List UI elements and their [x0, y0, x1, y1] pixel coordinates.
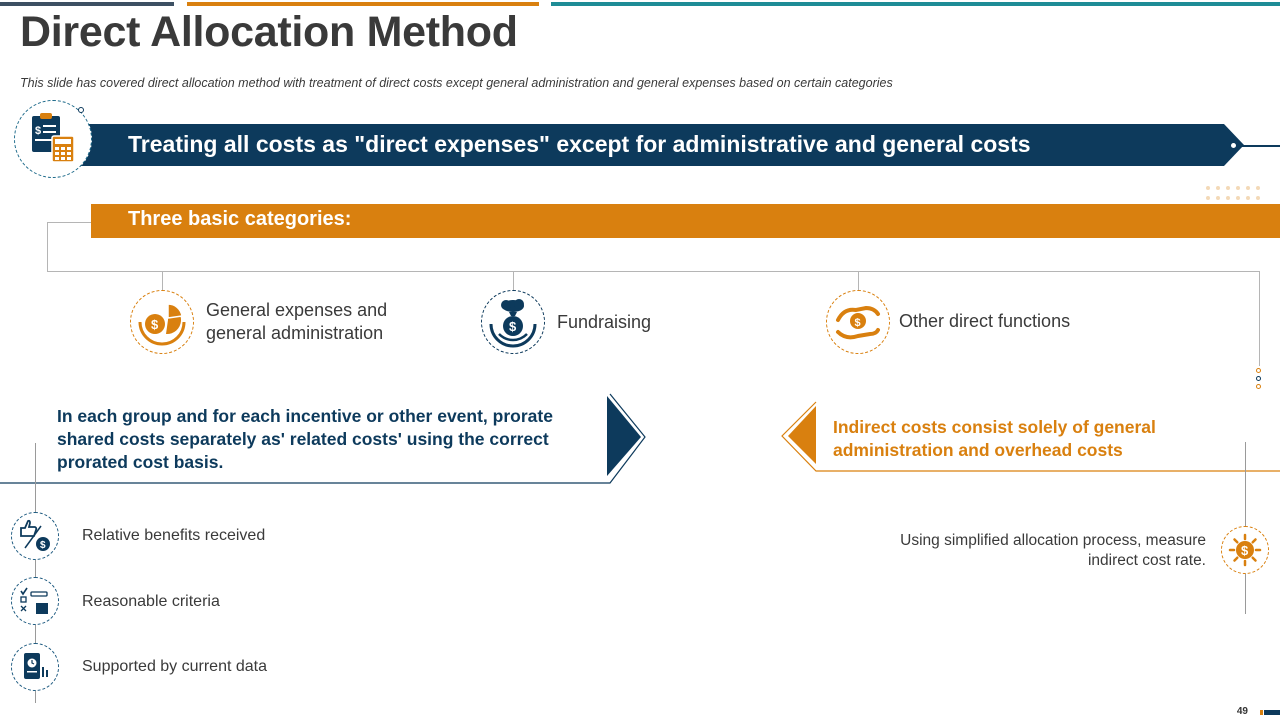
- category-label-3: Other direct functions: [899, 311, 1071, 331]
- accent-bar-teal: [551, 2, 1280, 6]
- item-label-1: Relative benefits received: [82, 527, 266, 544]
- dollar-pie-chart-icon: [130, 290, 194, 354]
- svg-text:$: $: [39, 539, 46, 551]
- decor-dot-2: [1256, 376, 1261, 381]
- accent-bar-navy: [0, 2, 174, 6]
- item-icon-circle-3: [11, 643, 59, 691]
- category-label-1: [206, 299, 387, 345]
- item-icon-circle-1: [11, 512, 59, 560]
- bracket-line-right: [1259, 271, 1260, 366]
- accent-bar-orange: [187, 2, 539, 6]
- drop-line-2: [513, 271, 514, 290]
- bracket-line-top: [47, 222, 91, 223]
- svg-text:$: $: [854, 316, 861, 329]
- decor-dot-1: [1256, 368, 1261, 373]
- section-header-text: Three basic categories:: [128, 208, 352, 230]
- bracket-line-left: [47, 222, 48, 272]
- category-icon-circle-2: [481, 290, 545, 354]
- slide-subtitle: This slide has covered direct allocation method with treatment of direct costs except general administration and general expenses based on certain categories: [20, 76, 893, 90]
- money-bag-cloud-icon: [481, 290, 545, 354]
- svg-text:$: $: [1240, 542, 1248, 558]
- checklist-icon: [11, 577, 59, 625]
- decor-dot: [78, 107, 84, 113]
- right-block-text: Indirect costs consist solely of general administration and overhead costs: [833, 417, 1156, 460]
- slide-title: Direct Allocation Method: [20, 8, 518, 56]
- device-clock-icon: [11, 643, 59, 691]
- decor-dot-grid: [1204, 184, 1268, 204]
- category-icon-circle-1: [130, 290, 194, 354]
- banner-end-ring: [1229, 141, 1238, 150]
- item-label-3: Supported by current data: [82, 658, 268, 675]
- headline-banner-text: Treating all costs as "direct expenses" except for administrative and general costs: [128, 131, 1031, 157]
- category-label-1-line-1: General expenses and: [206, 300, 388, 320]
- left-block-text: In each group and for each incentive or other event, prorate shared costs separately as' related costs' using the correct prorated cost basis.: [57, 406, 553, 472]
- svg-text:$: $: [508, 318, 516, 334]
- drop-line-3: [858, 271, 859, 290]
- right-item-label: Using simplified allocation process, measure indirect cost rate.: [900, 532, 1206, 569]
- category-label-2: Fundraising: [557, 312, 652, 332]
- hand-giving-dollar-icon: [826, 290, 890, 354]
- item-label-2: Reasonable criteria: [82, 593, 220, 610]
- category-label-1-line-2: general administration: [206, 323, 384, 343]
- footer-accent-orange: [1260, 710, 1263, 715]
- dollar-gear-icon: [1221, 526, 1269, 574]
- svg-text:$: $: [34, 124, 41, 137]
- drop-line-1: [162, 271, 163, 290]
- category-icon-circle-3: [826, 290, 890, 354]
- thumbs-up-dollar-icon: [11, 512, 59, 560]
- item-icon-circle-2: [11, 577, 59, 625]
- svg-text:$: $: [150, 316, 158, 332]
- right-item-icon-circle: [1221, 526, 1269, 574]
- page-number: 49: [1236, 706, 1248, 717]
- bracket-line-bottom: [47, 271, 1260, 272]
- decor-dot-3: [1256, 384, 1261, 389]
- banner-connector-line: [1238, 145, 1280, 147]
- footer-accent-navy: [1264, 710, 1280, 715]
